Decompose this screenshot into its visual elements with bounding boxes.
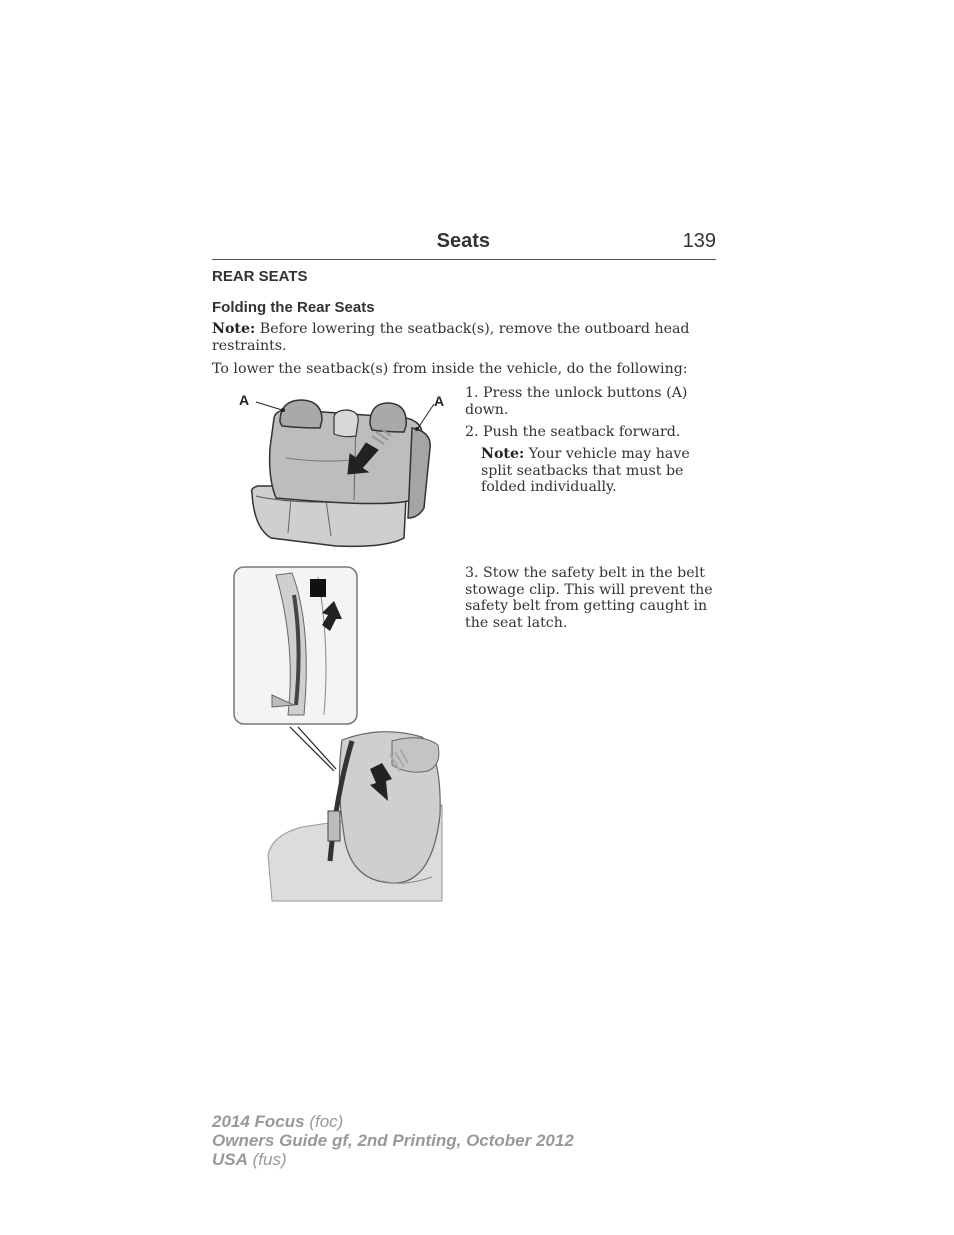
intro-paragraph: To lower the seatback(s) from inside the vehicle, do the following: [212, 361, 688, 377]
page-number: 139 [682, 230, 716, 252]
callout-label: A [239, 392, 250, 408]
callout-label: A [434, 393, 445, 409]
section-heading: REAR SEATS [212, 268, 308, 285]
document-footer [212, 1112, 574, 1169]
note-text: Before lowering the seatback(s), remove the outboard head restraints. [212, 321, 690, 354]
note-label: Note: [212, 321, 256, 337]
page-title: Seats [436, 230, 490, 252]
step-2: 2. Push the seatback forward. [465, 424, 681, 440]
footer-model-code: (foc) [309, 1112, 344, 1131]
step-1: 1. Press the unlock buttons (A) down. [465, 385, 688, 418]
footer-model: 2014 Focus [212, 1112, 305, 1131]
belt-stowage-illustration [232, 565, 446, 905]
note-paragraph [481, 446, 717, 496]
subsection-heading: Folding the Rear Seats [212, 299, 375, 316]
step-3: 3. Stow the safety belt in the belt stowage clip. This will prevent the safety belt from getting caught in the seat latch. [465, 565, 713, 631]
footer-region-code: (fus) [252, 1150, 287, 1169]
header-divider [212, 259, 716, 260]
note-text: Your vehicle may have split seatbacks that must be folded individually. [481, 446, 690, 496]
footer-line-3 [212, 1150, 574, 1169]
footer-region: USA [212, 1150, 248, 1169]
footer-line-1 [212, 1112, 574, 1131]
footer-line-2: Owners Guide gf, 2nd Printing, October 2012 [212, 1131, 574, 1150]
note-label: Note: [481, 446, 525, 462]
rear-seat-illustration [236, 388, 440, 550]
note-paragraph [212, 321, 712, 354]
